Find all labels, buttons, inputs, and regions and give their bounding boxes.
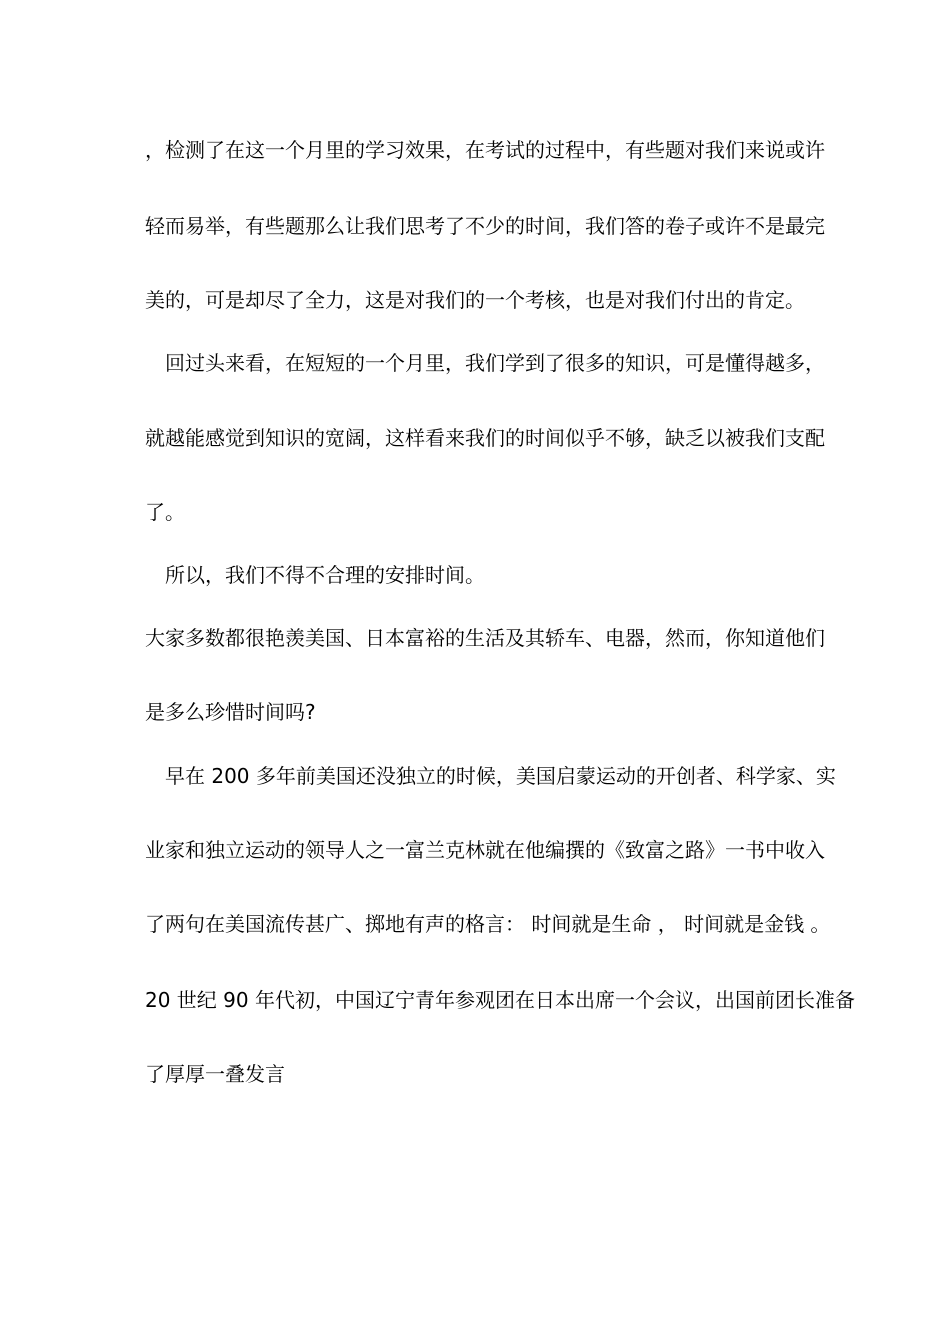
- paragraph-line: 早在 200 多年前美国还没独立的时候，美国启蒙运动的开创者、科学家、实: [145, 764, 836, 788]
- paragraph-line: 了两句在美国流传甚广、掷地有声的格言： 时间就是生命 ， 时间就是金钱 。: [145, 912, 831, 936]
- paragraph-line: 回过头来看，在短短的一个月里，我们学到了很多的知识，可是懂得越多，: [145, 351, 825, 375]
- paragraph-line: 业家和独立运动的领导人之一富兰克林就在他编撰的《致富之路》一书中收入: [145, 838, 825, 862]
- paragraph-line: 美的，可是却尽了全力，这是对我们的一个考核，也是对我们付出的肯定。: [145, 288, 805, 312]
- paragraph-line: 了。: [145, 500, 185, 524]
- paragraph-line: 就越能感觉到知识的宽阔，这样看来我们的时间似乎不够，缺乏以被我们支配: [145, 426, 825, 450]
- paragraph-line: 轻而易举，有些题那么让我们思考了不少的时间，我们答的卷子或许不是最完: [145, 214, 825, 238]
- paragraph-line: 大家多数都很艳羡美国、日本富裕的生活及其轿车、电器，然而，你知道他们: [145, 626, 825, 650]
- paragraph-line: 了厚厚一叠发言: [145, 1062, 285, 1086]
- paragraph-line: 20 世纪 90 年代初，中国辽宁青年参观团在日本出席一个会议，出国前团长准备: [145, 988, 855, 1012]
- paragraph-line: ，检测了在这一个月里的学习效果，在考试的过程中，有些题对我们来说或许: [145, 138, 825, 162]
- paragraph-line: 是多么珍惜时间吗?: [145, 700, 316, 724]
- paragraph-line: 所以，我们不得不合理的安排时间。: [145, 563, 485, 587]
